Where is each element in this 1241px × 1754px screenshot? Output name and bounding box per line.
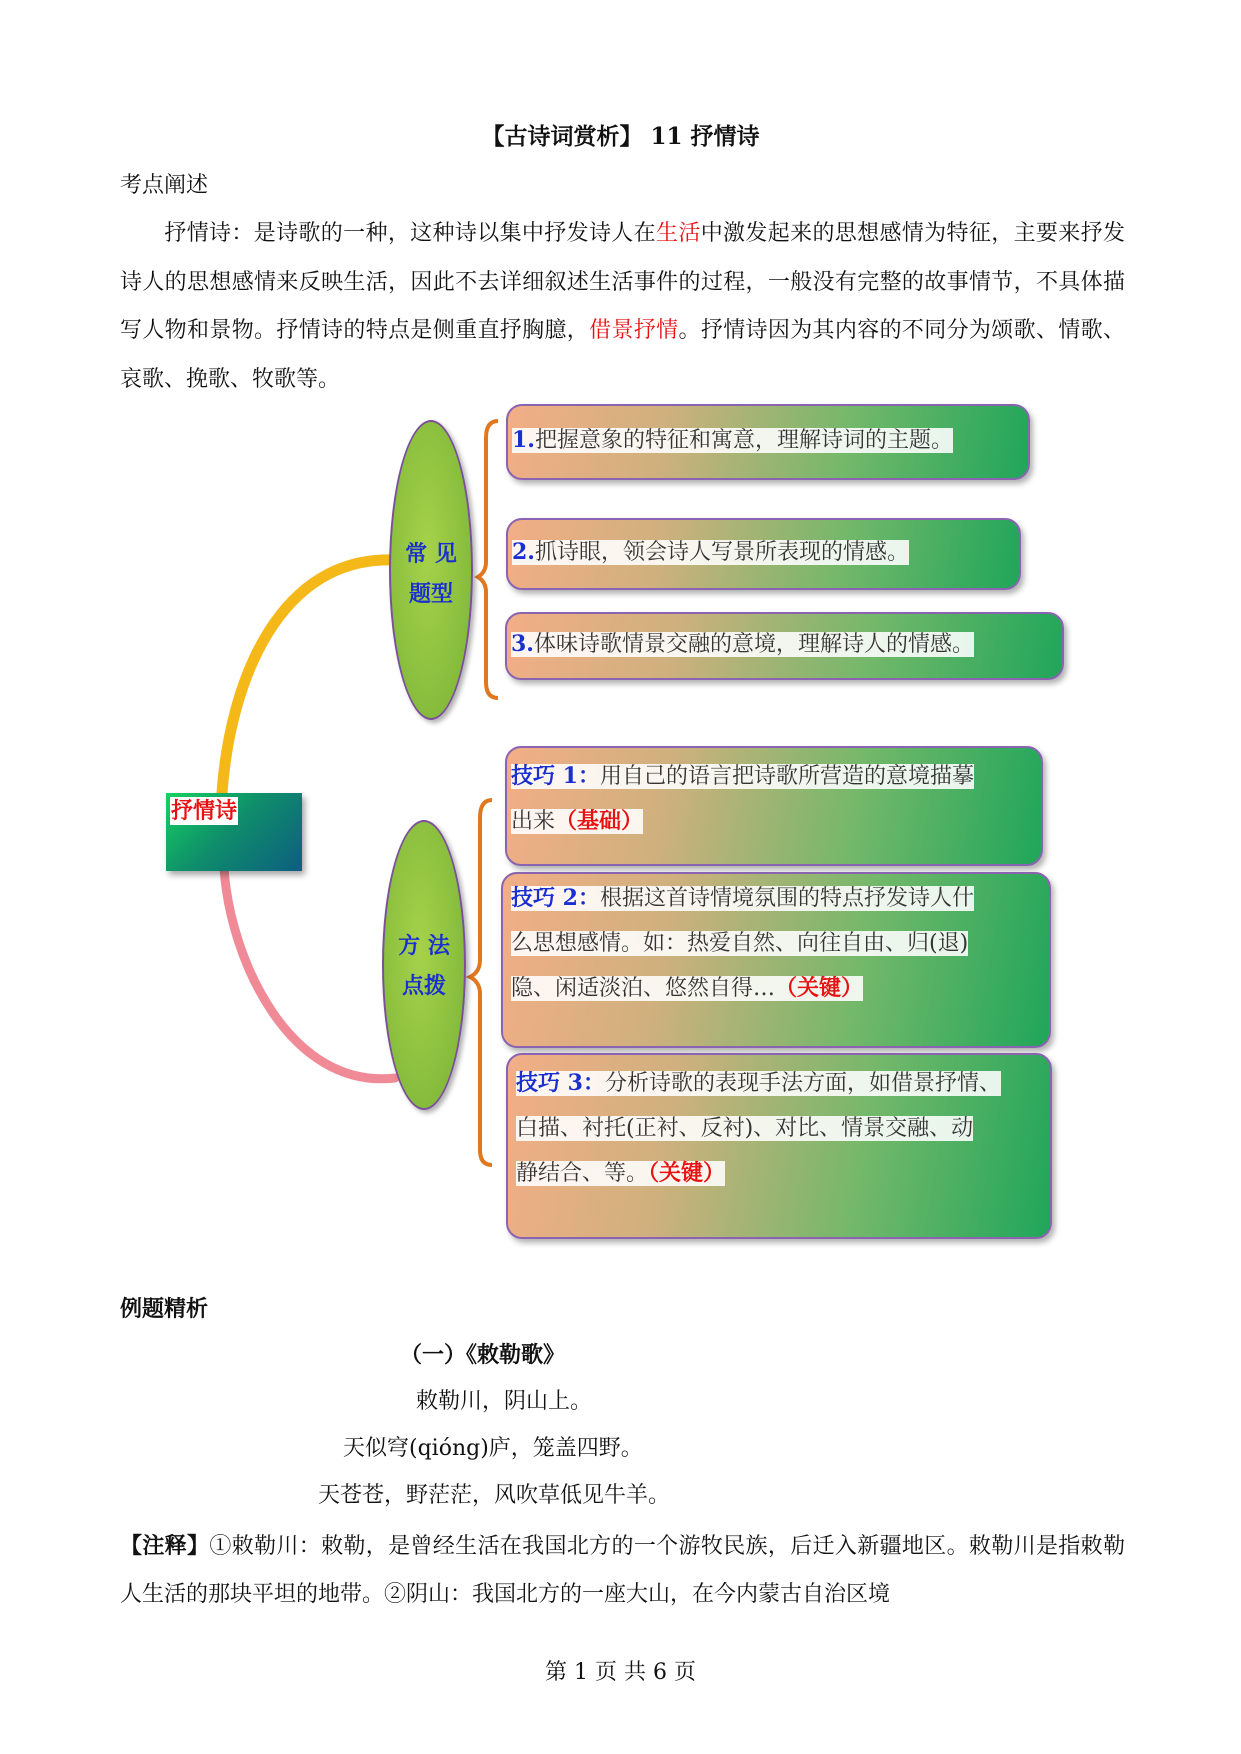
bracket-bottom [470,800,492,1165]
notes-line-2: 川是指敕勒人生活的那块平坦的地带。②阴山：我国北方的一座大山，在今内蒙古自治区境 [120,1534,1125,1607]
notes-label: 【注释】 [120,1533,210,1559]
branch2-label-line1: 方 法 [398,933,450,959]
intro-highlight-life: 生活 [656,221,701,246]
technique-item: 技巧 2：根据这首诗情境氛围的特点抒发诗人什 么思想感情。如：热爱自然、向往自由、归(退) 隐、闲适淡泊、悠然自得…（关键） [501,872,1051,1048]
branch2-label-line2: 点拨 [401,973,446,999]
section-heading-kaodian: 考点阐述 [120,173,209,198]
branch-connector-top [222,560,395,793]
bracket-top [478,421,498,698]
intro-text-1: 抒情诗：是诗歌的一种，这种诗以集中抒发诗人在 [164,221,656,246]
root-node-label: 抒情诗 [171,798,238,824]
poem-line: 天苍苍，野茫茫，风吹草低见牛羊。 [318,1483,671,1508]
question-type-item: 3.体味诗歌情景交融的意境，理解诗人的情感。 [505,612,1064,680]
poem-title: （一）《敕勒歌》 [400,1342,566,1368]
notes-paragraph [120,1522,1125,1619]
technique-item: 技巧 1：用自己的语言把诗歌所营造的意境描摹 出来（基础） [505,746,1043,866]
poem-line: 敕勒川，阴山上。 [416,1389,593,1414]
notes-line-1: ①敕勒川：敕勒，是曾经生活在我国北方的一个游牧民族，后迁入新疆地区。敕勒 [209,1534,1014,1559]
page-title: 【古诗词赏析】 11 抒情诗 [481,123,760,150]
technique-item: 技巧 3：分析诗歌的表现手法方面，如借景抒情、 白描、衬托(正衬、反衬)、对比、情景交融、动 静结合、等。（关键） [506,1053,1052,1239]
branch1-label-line2: 题型 [408,581,453,607]
question-type-item: 2.抓诗眼，领会诗人写景所表现的情感。 [506,518,1021,590]
question-type-item: 1.把握意象的特征和寓意，理解诗词的主题。 [506,404,1030,480]
root-node [166,793,302,871]
page-footer: 第 1 页 共 6 页 [545,1660,696,1685]
branch-node-question-types [389,420,473,720]
section-heading-examples: 例题精析 [120,1296,209,1322]
branch1-label-line1: 常 见 [405,541,457,567]
poem-line: 天似穹(qióng)庐，笼盖四野。 [343,1436,643,1461]
intro-text-2: 中激发起来的思想感情为特征，主要来抒发诗人的思想感情来反映生活，因此不去详细叙述生活事件的过程，一般没有完整的故事情节，不具体描写人物和景物。抒情诗的特点是侧重直抒胸臆， [120,221,1125,343]
branch-node-methods [382,820,466,1110]
branch-connector-bottom [224,868,395,1079]
intro-text-3: 。抒情诗因为其内容的不同分为颂歌、情歌、哀歌、挽歌、牧歌等。 [120,318,1125,392]
intro-highlight-scene: 借景抒情 [589,318,679,343]
